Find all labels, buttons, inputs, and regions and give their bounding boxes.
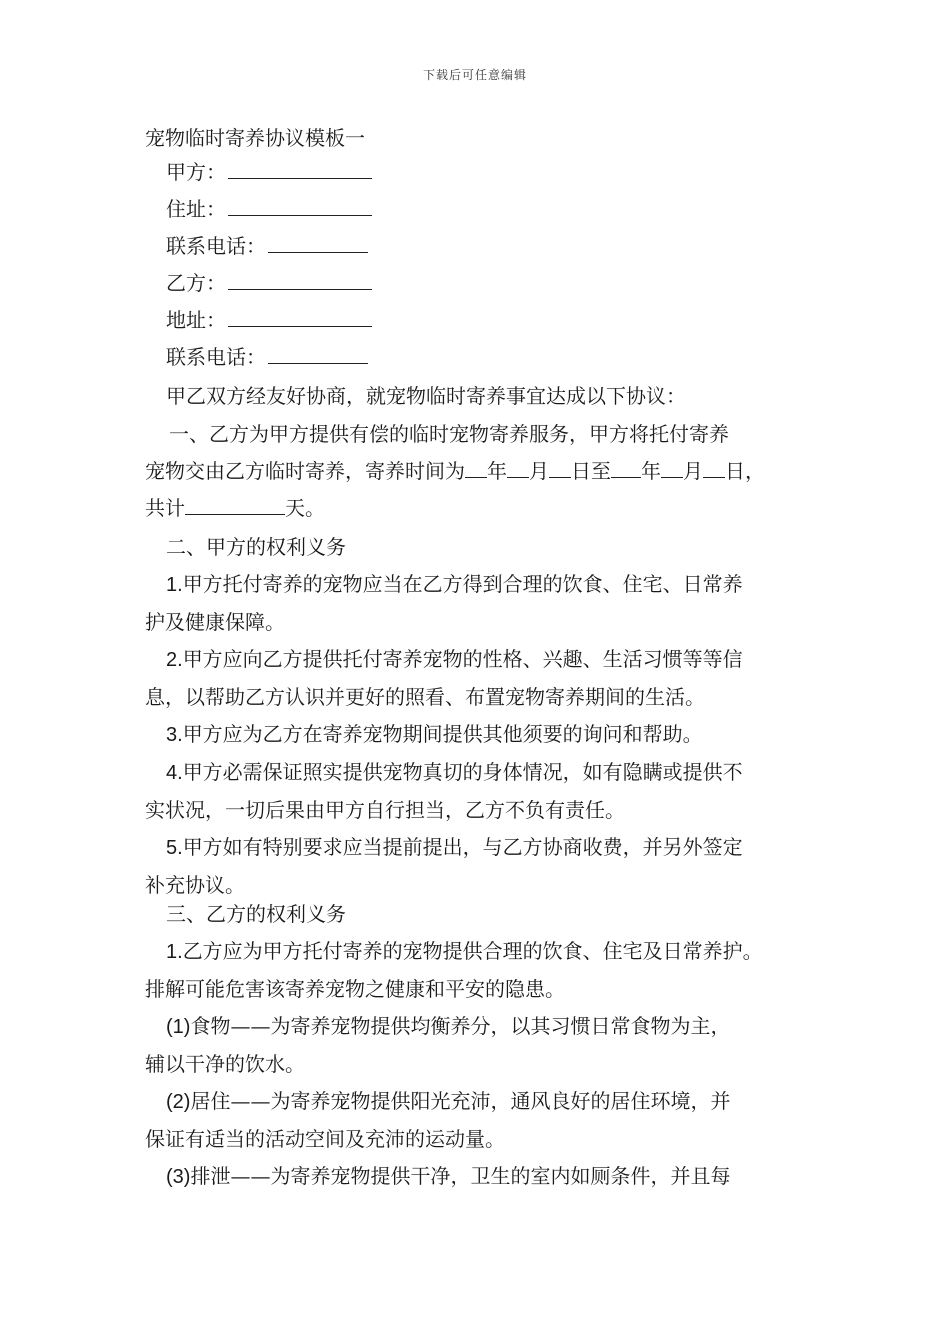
party-b-phone-blank [268,343,368,364]
party-b-field [166,267,372,299]
section-3-item-4-line-1: (3)排泄——为寄养宠物提供干净，卫生的室内如厕条件，并且每 [166,1164,731,1188]
end-day-unit: 日 [725,459,745,483]
clause-1-line-3 [145,490,825,527]
section-3-item-2-line-2: 辅以干净的饮水。 [145,1052,305,1076]
section-3-item-1-line-1: 1.乙方应为甲方托付寄养的宠物提供合理的饮食、住宅及日常养护。 [166,939,763,963]
header-note: 下载后可任意编辑 [422,68,527,82]
clause-1-line-1: 一、乙方为甲方提供有偿的临时宠物寄养服务，甲方将托付寄养 [169,422,729,446]
party-b-address-label: 地址： [166,308,226,332]
party-a-phone-label: 联系电话： [166,234,266,258]
party-a-address-label: 住址： [166,197,226,221]
section-2-item-3-line-1: 3.甲方应为乙方在寄养宠物期间提供其他须要的询问和帮助。 [166,722,703,746]
to-text: 至 [591,459,611,483]
party-a-phone-field [166,230,368,262]
section-2-item-4-line-1: 4.甲方必需保证照实提供宠物真切的身体情况，如有隐瞒或提供不 [166,760,743,784]
section-3 [145,896,825,1196]
party-b-phone-field [166,341,368,373]
year-unit: 年 [487,459,507,483]
party-b-label: 乙方： [166,271,226,295]
party-a-field [166,156,372,188]
section-2-item-2-line-1: 2.甲方应向乙方提供托付寄养宠物的性格、兴趣、生活习惯等等信 [166,647,743,671]
party-b-phone-label: 联系电话： [166,345,266,369]
end-month-blank [661,457,683,478]
party-a-blank [228,158,372,179]
section-3-item-2-line-1: (1)食物——为寄养宠物提供均衡养分，以其习惯日常食物为主， [166,1014,731,1038]
party-a-address-blank [228,195,372,216]
total-days-blank [185,494,285,515]
end-month-unit: 月 [683,459,703,483]
comma-text: ， [745,459,765,483]
start-month-blank [507,457,529,478]
party-a-label: 甲方： [166,160,226,184]
end-year-unit: 年 [641,459,661,483]
clause-1-line-2 [145,453,825,490]
section-2 [145,529,825,904]
party-b-address-blank [228,306,372,327]
end-year-blank [611,457,641,478]
section-2-item-1-line-1: 1.甲方托付寄养的宠物应当在乙方得到合理的饮食、住宅、日常养 [166,572,743,596]
party-a-address-field [166,193,372,225]
clause-1-period-text: 宠物交由乙方临时寄养，寄养时间为 [145,459,465,483]
section-2-item-4-line-2: 实状况，一切后果由甲方自行担当，乙方不负有责任。 [145,798,625,822]
party-b-blank [228,269,372,290]
party-a-phone-blank [268,232,368,253]
end-day-blank [703,457,725,478]
start-day-blank [549,457,571,478]
month-unit: 月 [529,459,549,483]
document-title: 宠物临时寄养协议模板一 [145,126,365,150]
section-3-item-1-line-2: 排解可能危害该寄养宠物之健康和平安的隐患。 [145,977,565,1001]
intro-paragraph [145,378,825,415]
days-unit: 天。 [285,496,325,520]
section-2-item-1-line-2: 护及健康保障。 [145,610,285,634]
party-b-address-field [166,304,372,336]
section-2-heading: 二、甲方的权利义务 [166,535,346,559]
start-year-blank [465,457,487,478]
clause-1 [145,416,825,527]
day-unit: 日 [571,459,591,483]
section-3-heading: 三、乙方的权利义务 [166,902,346,926]
section-2-item-5-line-1: 5.甲方如有特别要求应当提前提出，与乙方协商收费，并另外签定 [166,835,743,859]
section-2-item-5-line-2: 补充协议。 [145,873,245,897]
intro-text: 甲乙双方经友好协商，就宠物临时寄养事宜达成以下协议： [166,384,686,408]
section-2-item-2-line-2: 息，以帮助乙方认识并更好的照看、布置宠物寄养期间的生活。 [145,685,705,709]
section-3-item-3-line-1: (2)居住——为寄养宠物提供阳光充沛，通风良好的居住环境，并 [166,1089,731,1113]
section-3-item-3-line-2: 保证有适当的活动空间及充沛的运动量。 [145,1127,505,1151]
total-label: 共计 [145,496,185,520]
